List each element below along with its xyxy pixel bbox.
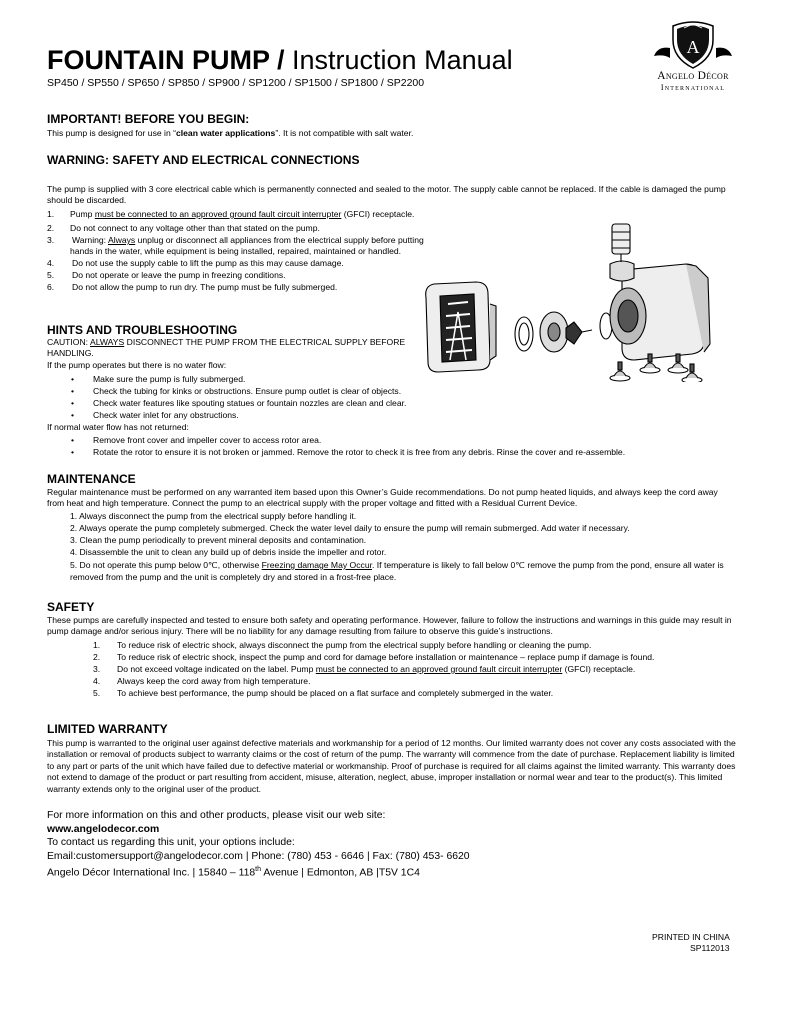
- suction-cup-icon: [682, 364, 702, 382]
- list-item: 4.: [47, 258, 55, 268]
- list-item: 3.: [93, 664, 101, 674]
- list-item: 3.: [47, 235, 55, 245]
- company-logo: [640, 18, 746, 96]
- list-item: Pump must be connected to an approved ground fault circuit interrupter (GFCI) receptacle.: [70, 209, 415, 219]
- list-item: 1. Always disconnect the pump from the electrical supply before handling it.: [70, 511, 357, 521]
- list-item: 1.: [47, 209, 55, 219]
- list-item: 5.: [47, 270, 55, 280]
- list-item: hands in the water, while equipment is being installed, repaired, maintained or handled.: [70, 246, 402, 256]
- more-info-text: For more information on this and other products, please visit our web site:: [47, 810, 386, 821]
- title-regular: Instruction Manual: [284, 45, 513, 75]
- impeller-cover-icon: [515, 317, 533, 351]
- list-item: • Make sure the pump is fully submerged.: [71, 374, 246, 384]
- list-item: Warning: Always unplug or disconnect all appliances from the electrical supply before putting: [72, 235, 424, 245]
- website-link[interactable]: www.angelodecor.com: [47, 824, 160, 835]
- outlet-nozzle-icon: [612, 224, 630, 262]
- suction-cup-icon: [610, 362, 630, 381]
- list-item: 2.: [47, 223, 55, 233]
- suction-cup-icon: [668, 354, 688, 373]
- list-item: Do not use the supply cable to lift the pump as this may cause damage.: [72, 258, 344, 268]
- document-title: [47, 44, 513, 76]
- list-item: • Check water features like spouting statues or fountain nozzles are clean and clear.: [71, 398, 407, 408]
- list-item: 3. Clean the pump periodically to prevent mineral deposits and contamination.: [70, 535, 367, 545]
- list-item: • Check water inlet for any obstructions.: [71, 410, 239, 420]
- important-text: This pump is designed for use in “clean water applications”. It is not compatible with salt water.: [47, 128, 414, 138]
- rotor-icon: [540, 312, 592, 352]
- warranty-heading: LIMITED WARRANTY: [47, 722, 168, 736]
- list-item: 1.: [93, 640, 101, 650]
- list-item: • Rotate the rotor to ensure it is not broken or jammed. Remove the rotor to check it is free from any debris. Rinse the cover and re-assemble.: [71, 447, 626, 457]
- caution-text-line2: HANDLING.: [47, 348, 94, 358]
- list-item: 5.: [93, 688, 101, 698]
- list-item: Do not connect to any voltage other than that stated on the pump.: [70, 223, 320, 233]
- maintenance-intro: Regular maintenance must be performed on any warranted item based upon this Owner’s Guide recommendations. Do not pump heated liquids, and always keep the cord away from heat and high temperature. Connect the pump to an electrical supply with the proper voltage and fitted with a Residual Current Device.: [47, 487, 718, 509]
- list-item: Always keep the cord away from high temperature.: [117, 676, 311, 686]
- front-cover-icon: [426, 282, 496, 372]
- pump-body-icon: [610, 261, 710, 360]
- list-item: 5. Do not operate this pump below 0℃, otherwise Freezing damage May Occur. If temperature is likely to fall below 0℃ remove the pump from the pond, ensure all water is: [70, 560, 724, 570]
- warranty-text: This pump is warranted to the original user against defective materials and workmanship for a period of 12 months. Our limited warranty does not cover any costs associated with the installation or removal of products subject to warranty claims or the cost of return of the pump. The warranty will commence from the date of purchase. Replacement liability is limited to any part or parts of the unit which have failed due to defective material or workmanship. Proof of purchase is required for all claims against the limited warranty. This warranty does not extend to damage of the product or part resulting from accident, misuse, alteration, neglect, abuse, improper installation or normal wear and tear to the product(s). This limited warranty extends only to the original user of the product.: [47, 738, 736, 794]
- document-code: SP112013: [690, 943, 730, 953]
- pump-exploded-diagram: [416, 220, 716, 382]
- list-item: Do not operate or leave the pump in freezing conditions.: [72, 270, 286, 280]
- no-flow-intro: If the pump operates but there is no water flow:: [47, 360, 227, 370]
- title-bold: FOUNTAIN PUMP /: [47, 45, 285, 75]
- warning-heading: WARNING: SAFETY AND ELECTRICAL CONNECTIONS: [47, 153, 360, 167]
- list-item: Do not exceed voltage indicated on the label. Pump must be connected to an approved ground fault circuit interrupter (GFCI) receptacle.: [117, 664, 636, 674]
- safety-heading: SAFETY: [47, 600, 95, 614]
- list-item: • Remove front cover and impeller cover to access rotor area.: [71, 435, 322, 445]
- printed-in-china: PRINTED IN CHINA: [652, 932, 730, 942]
- list-item: 4.: [93, 676, 101, 686]
- maintenance-heading: MAINTENANCE: [47, 472, 136, 486]
- logo-name: Angelo Décor: [657, 70, 729, 82]
- logo-tagline: International: [660, 83, 726, 92]
- email-phone-line: Email:customersupport@angelodecor.com | Phone: (780) 453 - 6646 | Fax: (780) 453- 6620: [47, 851, 470, 862]
- list-item: 2.: [93, 652, 101, 662]
- address-line: Angelo Décor International Inc. | 15840 – 118th Avenue | Edmonton, AB |T5V 1C4: [47, 866, 420, 879]
- list-item: 4. Disassemble the unit to clean any build up of debris inside the impeller and rotor.: [70, 547, 387, 557]
- list-item: To achieve best performance, the pump should be placed on a flat surface and completely submerged in the water.: [117, 688, 554, 698]
- not-returned-intro: If normal water flow has not returned:: [47, 422, 189, 432]
- logo-monogram: A: [686, 37, 700, 57]
- model-list: SP450 / SP550 / SP650 / SP850 / SP900 / SP1200 / SP1500 / SP1800 / SP2200: [47, 77, 425, 89]
- list-item: • Check the tubing for kinks or obstructions. Ensure pump outlet is clear of objects.: [71, 386, 402, 396]
- list-item-line2: removed from the pump and the unit is completely dry and stored in a frost-free place.: [70, 572, 397, 582]
- warning-intro: The pump is supplied with 3 core electrical cable which is permanently connected and sealed to the motor. The supply cable cannot be replaced. If the cable is damaged the pump should be discarded.: [47, 184, 726, 206]
- list-item: To reduce risk of electric shock, always disconnect the pump from the electrical supply before handling or cleaning the pump.: [117, 640, 592, 650]
- contact-intro: To contact us regarding this unit, your options include:: [47, 837, 295, 848]
- list-item: 6.: [47, 282, 55, 292]
- safety-intro: These pumps are carefully inspected and tested to ensure both safety and operating performance. However, failure to follow the instructions and warnings in this guide may result in pump damage and/or serious injury. There will be no liability for any damage resulting from failure to observe this guide’s instructions.: [47, 615, 732, 637]
- list-item: To reduce risk of electric shock, inspect the pump and cord for damage before installation or maintenance – replace pump if damage is found.: [117, 652, 655, 662]
- hints-heading: HINTS AND TROUBLESHOOTING: [47, 323, 238, 337]
- caution-text: CAUTION: ALWAYS DISCONNECT THE PUMP FROM THE ELECTRICAL SUPPLY BEFORE: [47, 337, 406, 347]
- important-heading: IMPORTANT! BEFORE YOU BEGIN:: [47, 112, 250, 126]
- list-item: Do not allow the pump to run dry. The pump must be fully submerged.: [72, 282, 338, 292]
- list-item: 2. Always operate the pump completely submerged. Check the water level daily to ensure the pump will remain submerged. Add water if necessary.: [70, 523, 630, 533]
